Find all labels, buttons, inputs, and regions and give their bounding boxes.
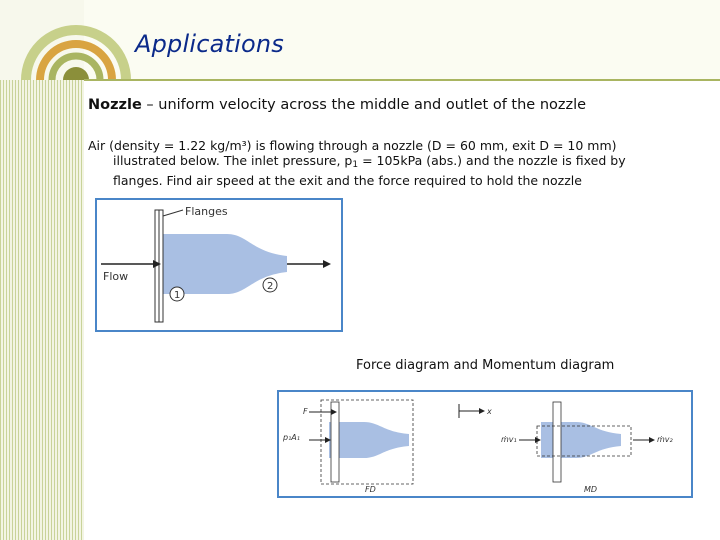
f-label: F [303,407,308,416]
problem-statement [88,138,668,188]
station-2-label: 2 [267,281,274,292]
section-heading [88,97,586,113]
fd-label: FD [365,485,376,494]
left-decorative-strip [0,0,84,540]
slide-title: Applications [135,30,285,58]
force-momentum-diagram [279,392,691,496]
station-1-label: 1 [174,290,181,301]
heading-rest: – uniform velocity across the middle and outlet of the nozzle [141,97,587,113]
flow-label: Flow [103,270,129,283]
problem-line-2: illustrated below. The inlet pressure, $p_1 = 105kPa$ (abs.) and the nozzle is fixed by [113,153,626,170]
force-momentum-figure [277,390,693,498]
problem-line-1: Air (density = 1.22 kg/m³) is flowing through a nozzle (D = 60 mm, exit D = 10 mm) [88,138,617,153]
figure2-caption: Force diagram and Momentum diagram [356,358,615,373]
title-divider [84,79,720,81]
p1a1-label: p₁A₁ [283,433,300,442]
striped-pattern [0,80,84,540]
x-axis-label: x [487,407,492,416]
md-label: MD [584,485,598,494]
nozzle-diagram [97,200,341,330]
mv1-label: ṁv₁ [501,435,517,444]
flanges-label: Flanges [185,205,228,218]
mv2-label: ṁv₂ [657,435,673,444]
nozzle-figure [95,198,343,332]
problem-line-3: flanges. Find air speed at the exit and the force required to hold the nozzle [113,173,582,188]
heading-bold: Nozzle [88,97,142,113]
